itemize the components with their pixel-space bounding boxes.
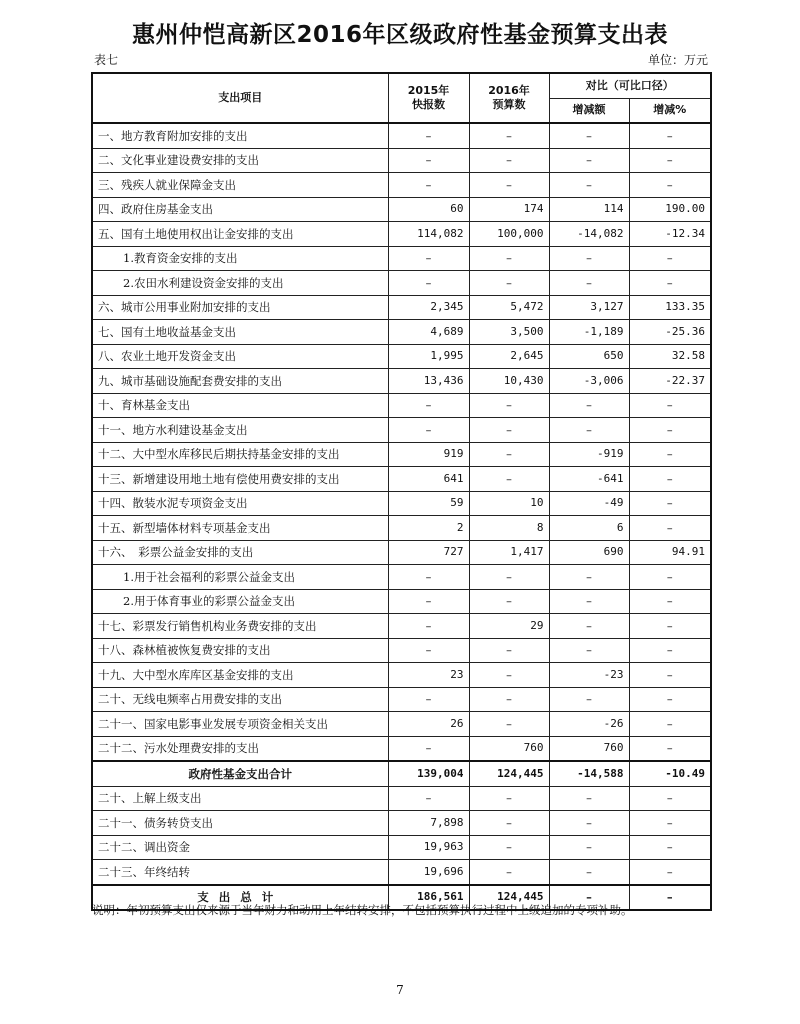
value-2016: 1,417 — [469, 540, 549, 565]
value-2016: – — [469, 148, 549, 173]
table-row — [92, 663, 711, 688]
value-2016: 124,445 — [469, 885, 549, 911]
value-pct: -12.34 — [629, 222, 711, 247]
value-diff: 650 — [549, 344, 629, 369]
value-pct: – — [629, 687, 711, 712]
value-pct: – — [629, 491, 711, 516]
value-pct: 94.91 — [629, 540, 711, 565]
value-2016: – — [469, 687, 549, 712]
value-pct: – — [629, 638, 711, 663]
row-name: 十五、新型墙体材料专项基金支出 — [92, 516, 388, 541]
table-row — [92, 418, 711, 443]
value-2016: – — [469, 835, 549, 860]
value-pct: – — [629, 271, 711, 296]
value-2016: – — [469, 393, 549, 418]
table-row — [92, 123, 711, 148]
header-2016 — [469, 73, 549, 123]
value-2016: 760 — [469, 736, 549, 761]
header-2015-line1: 2015年 — [407, 84, 450, 97]
value-2015: – — [388, 393, 469, 418]
value-2015: – — [388, 687, 469, 712]
row-name: 九、城市基础设施配套费安排的支出 — [92, 369, 388, 394]
value-pct: – — [629, 173, 711, 198]
value-diff: 690 — [549, 540, 629, 565]
value-2015: – — [388, 589, 469, 614]
value-pct: 190.00 — [629, 197, 711, 222]
table-row — [92, 197, 711, 222]
value-2016: – — [469, 589, 549, 614]
value-pct: – — [629, 786, 711, 811]
value-2016: – — [469, 442, 549, 467]
value-diff: – — [549, 565, 629, 590]
value-2015: – — [388, 736, 469, 761]
value-2015: 186,561 — [388, 885, 469, 911]
value-2016: 5,472 — [469, 295, 549, 320]
table-row — [92, 835, 711, 860]
value-pct: – — [629, 148, 711, 173]
row-name: 十一、地方水利建设基金支出 — [92, 418, 388, 443]
row-name: 二十、上解上级支出 — [92, 786, 388, 811]
value-diff: – — [549, 614, 629, 639]
header-diff: 增减额 — [549, 98, 629, 123]
table-row — [92, 589, 711, 614]
value-diff: – — [549, 589, 629, 614]
header-pct: 增减% — [629, 98, 711, 123]
value-pct: 32.58 — [629, 344, 711, 369]
row-name: 二、文化事业建设费安排的支出 — [92, 148, 388, 173]
table-row — [92, 614, 711, 639]
table-row — [92, 516, 711, 541]
value-pct: – — [629, 467, 711, 492]
value-2015: 19,963 — [388, 835, 469, 860]
value-2015: 641 — [388, 467, 469, 492]
table-body — [92, 123, 711, 910]
value-2015: – — [388, 418, 469, 443]
table-row — [92, 173, 711, 198]
value-pct: – — [629, 393, 711, 418]
value-2016: – — [469, 418, 549, 443]
value-diff: -14,588 — [549, 761, 629, 786]
value-2016: 174 — [469, 197, 549, 222]
table-row — [92, 467, 711, 492]
row-name: 十二、大中型水库移民后期扶持基金安排的支出 — [92, 442, 388, 467]
value-diff: 6 — [549, 516, 629, 541]
value-pct: – — [629, 860, 711, 885]
row-name: 支出总计 — [92, 885, 388, 911]
value-pct: – — [629, 246, 711, 271]
table-row — [92, 736, 711, 761]
value-2015: 1,995 — [388, 344, 469, 369]
table-row — [92, 295, 711, 320]
table-row — [92, 638, 711, 663]
value-2015: 19,696 — [388, 860, 469, 885]
row-name: 二十一、债务转贷支出 — [92, 811, 388, 836]
value-2016: – — [469, 565, 549, 590]
value-2016: 8 — [469, 516, 549, 541]
value-pct: – — [629, 614, 711, 639]
value-pct: 133.35 — [629, 295, 711, 320]
row-name: 十、育林基金支出 — [92, 393, 388, 418]
value-pct: – — [629, 663, 711, 688]
value-2016: – — [469, 173, 549, 198]
row-name: 一、地方教育附加安排的支出 — [92, 123, 388, 148]
value-2015: 727 — [388, 540, 469, 565]
budget-table — [91, 72, 712, 911]
table-row — [92, 811, 711, 836]
value-diff: -641 — [549, 467, 629, 492]
row-name: 二十、无线电频率占用费安排的支出 — [92, 687, 388, 712]
table-row — [92, 369, 711, 394]
value-diff: – — [549, 687, 629, 712]
value-2016: – — [469, 271, 549, 296]
value-2015: – — [388, 565, 469, 590]
value-pct: – — [629, 811, 711, 836]
value-pct: – — [629, 712, 711, 737]
value-diff: -49 — [549, 491, 629, 516]
value-diff: -23 — [549, 663, 629, 688]
table-row — [92, 491, 711, 516]
table-row — [92, 442, 711, 467]
value-diff: – — [549, 638, 629, 663]
value-diff: – — [549, 811, 629, 836]
row-name: 三、残疾人就业保障金支出 — [92, 173, 388, 198]
value-diff: – — [549, 393, 629, 418]
footnote: 说明：年初预算支出仅来源于当年财力和动用上年结转安排，不包括预算执行过程中上级追加的专项补助。 — [92, 903, 633, 917]
value-pct: – — [629, 516, 711, 541]
value-diff: – — [549, 173, 629, 198]
header-2016-line2: 预算数 — [492, 98, 526, 111]
table-row — [92, 393, 711, 418]
value-2015: – — [388, 638, 469, 663]
value-pct: -10.49 — [629, 761, 711, 786]
value-pct: -25.36 — [629, 320, 711, 345]
value-pct: – — [629, 589, 711, 614]
value-diff: 114 — [549, 197, 629, 222]
value-2016: 3,500 — [469, 320, 549, 345]
value-pct: – — [629, 418, 711, 443]
value-2016: – — [469, 811, 549, 836]
value-2015: – — [388, 123, 469, 148]
row-name: 四、政府住房基金支出 — [92, 197, 388, 222]
value-2016: 10,430 — [469, 369, 549, 394]
value-pct: – — [629, 885, 711, 911]
value-pct: -22.37 — [629, 369, 711, 394]
value-pct: – — [629, 565, 711, 590]
value-2015: – — [388, 246, 469, 271]
value-2016: – — [469, 712, 549, 737]
value-diff: -14,082 — [549, 222, 629, 247]
value-2016: 10 — [469, 491, 549, 516]
row-name: 二十二、污水处理费安排的支出 — [92, 736, 388, 761]
value-2015: – — [388, 173, 469, 198]
table-row — [92, 148, 711, 173]
table-row — [92, 320, 711, 345]
row-name: 政府性基金支出合计 — [92, 761, 388, 786]
value-pct: – — [629, 835, 711, 860]
row-name: 七、国有土地收益基金支出 — [92, 320, 388, 345]
value-2015: – — [388, 614, 469, 639]
value-2016: 29 — [469, 614, 549, 639]
value-2015: 114,082 — [388, 222, 469, 247]
page-title: 惠州仲恺高新区2016年区级政府性基金预算支出表 — [131, 22, 668, 48]
value-2016: – — [469, 246, 549, 271]
value-diff: 3,127 — [549, 295, 629, 320]
row-name: 二十一、国家电影事业发展专项资金相关支出 — [92, 712, 388, 737]
header-2015 — [388, 73, 469, 123]
row-name: 二十三、年终结转 — [92, 860, 388, 885]
row-name: 十六、 彩票公益金安排的支出 — [92, 540, 388, 565]
header-item: 支出项目 — [92, 73, 388, 123]
value-diff: – — [549, 860, 629, 885]
row-name: 六、城市公用事业附加安排的支出 — [92, 295, 388, 320]
row-name: 十七、彩票发行销售机构业务费安排的支出 — [92, 614, 388, 639]
row-name: 五、国有土地使用权出让金安排的支出 — [92, 222, 388, 247]
value-pct: – — [629, 123, 711, 148]
table-row — [92, 786, 711, 811]
value-2016: – — [469, 663, 549, 688]
row-name: 1.教育资金安排的支出 — [92, 246, 388, 271]
value-pct: – — [629, 442, 711, 467]
page-number: 7 — [396, 983, 404, 997]
value-2015: – — [388, 786, 469, 811]
header-2015-line2: 快报数 — [412, 98, 445, 111]
value-2015: 60 — [388, 197, 469, 222]
value-2015: 2,345 — [388, 295, 469, 320]
row-name: 十八、森林植被恢复费安排的支出 — [92, 638, 388, 663]
value-diff: – — [549, 271, 629, 296]
subtotal-row — [92, 761, 711, 786]
table-row — [92, 712, 711, 737]
value-2016: – — [469, 786, 549, 811]
value-2016: 2,645 — [469, 344, 549, 369]
value-2015: 59 — [388, 491, 469, 516]
value-2015: 7,898 — [388, 811, 469, 836]
unit-label: 单位：万元 — [647, 53, 708, 67]
value-diff: – — [549, 148, 629, 173]
value-2015: 2 — [388, 516, 469, 541]
value-2015: 23 — [388, 663, 469, 688]
value-diff: – — [549, 885, 629, 911]
value-diff: – — [549, 418, 629, 443]
value-2016: – — [469, 123, 549, 148]
value-2015: 139,004 — [388, 761, 469, 786]
header-2016-line1: 2016年 — [488, 84, 530, 97]
table-row — [92, 860, 711, 885]
header-compare: 对比（可比口径） — [549, 73, 711, 98]
value-2015: 919 — [388, 442, 469, 467]
value-2016: 124,445 — [469, 761, 549, 786]
value-2015: 26 — [388, 712, 469, 737]
row-name: 十九、大中型水库库区基金安排的支出 — [92, 663, 388, 688]
table-row — [92, 222, 711, 247]
table-row — [92, 687, 711, 712]
value-2016: – — [469, 860, 549, 885]
row-name: 2.农田水利建设资金安排的支出 — [92, 271, 388, 296]
table-row — [92, 565, 711, 590]
value-2015: – — [388, 148, 469, 173]
table-row — [92, 246, 711, 271]
table-row — [92, 540, 711, 565]
value-2015: 13,436 — [388, 369, 469, 394]
table-row — [92, 271, 711, 296]
value-2015: – — [388, 271, 469, 296]
row-name: 十四、散装水泥专项资金支出 — [92, 491, 388, 516]
row-name: 二十二、调出资金 — [92, 835, 388, 860]
value-diff: 760 — [549, 736, 629, 761]
value-2015: 4,689 — [388, 320, 469, 345]
table-row — [92, 344, 711, 369]
table-header — [92, 73, 711, 123]
value-diff: – — [549, 246, 629, 271]
value-diff: -919 — [549, 442, 629, 467]
value-diff: – — [549, 835, 629, 860]
value-diff: -26 — [549, 712, 629, 737]
row-name: 1.用于社会福利的彩票公益金支出 — [92, 565, 388, 590]
row-name: 2.用于体育事业的彩票公益金支出 — [92, 589, 388, 614]
row-name: 十三、新增建设用地土地有偿使用费安排的支出 — [92, 467, 388, 492]
value-diff: -1,189 — [549, 320, 629, 345]
value-pct: – — [629, 736, 711, 761]
value-2016: – — [469, 638, 549, 663]
value-diff: – — [549, 123, 629, 148]
row-name: 八、农业土地开发资金支出 — [92, 344, 388, 369]
value-2016: 100,000 — [469, 222, 549, 247]
value-2016: – — [469, 467, 549, 492]
value-diff: – — [549, 786, 629, 811]
table-number: 表七 — [94, 53, 119, 67]
value-diff: -3,006 — [549, 369, 629, 394]
